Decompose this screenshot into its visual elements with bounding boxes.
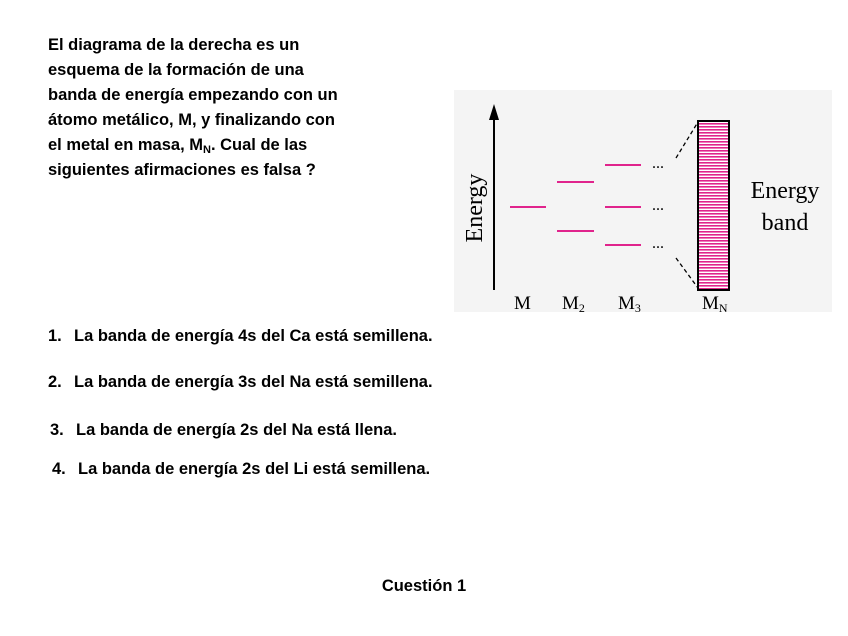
option-number: 3. (50, 421, 64, 439)
option-text: La banda de energía 2s del Li está semillena. (78, 460, 431, 478)
label-m3: M3 (618, 293, 641, 312)
option-text: La banda de energía 3s del Na está semillena. (74, 373, 433, 391)
label-m: M (514, 293, 531, 312)
energy-axis-label: Energy (462, 173, 488, 243)
ellipsis: ... (652, 155, 664, 172)
ellipsis: ... (652, 197, 664, 214)
intro-line: átomo metálico, M, y finalizando con (48, 111, 335, 129)
band-label: Energy (750, 178, 820, 204)
question-text (48, 33, 378, 183)
option-number: 4. (52, 460, 66, 478)
option-number: 2. (48, 373, 62, 391)
band-label: band (761, 210, 809, 236)
option-text: La banda de energía 2s del Na está llena. (76, 421, 397, 439)
axis-arrowhead (489, 104, 499, 120)
intro-line (48, 133, 378, 158)
option-text: La banda de energía 4s del Ca está semillena. (74, 327, 433, 345)
intro-line: El diagrama de la derecha es un (48, 36, 300, 54)
label-mn: MN (702, 293, 728, 312)
intro-subscript: N (203, 144, 211, 156)
question-number: Cuestión 1 (381, 577, 467, 595)
intro-line: siguientes afirmaciones es falsa ? (48, 161, 316, 179)
intro-text: el metal en masa, M (48, 136, 203, 154)
intro-line: esquema de la formación de una (48, 61, 304, 79)
connector-dashed (676, 258, 698, 288)
energy-band-svg (454, 90, 832, 312)
intro-line: banda de energía empezando con un (48, 86, 338, 104)
connector-dashed (676, 122, 698, 158)
option-3 (50, 421, 397, 440)
option-2 (48, 373, 433, 392)
label-m2: M2 (562, 293, 585, 312)
intro-text: . Cual de las (210, 136, 308, 154)
option-number: 1. (48, 327, 62, 345)
ellipsis: ... (652, 235, 664, 252)
energy-band-block (698, 121, 729, 290)
option-1 (48, 327, 433, 346)
option-4 (52, 460, 430, 479)
energy-band-diagram (454, 90, 832, 312)
